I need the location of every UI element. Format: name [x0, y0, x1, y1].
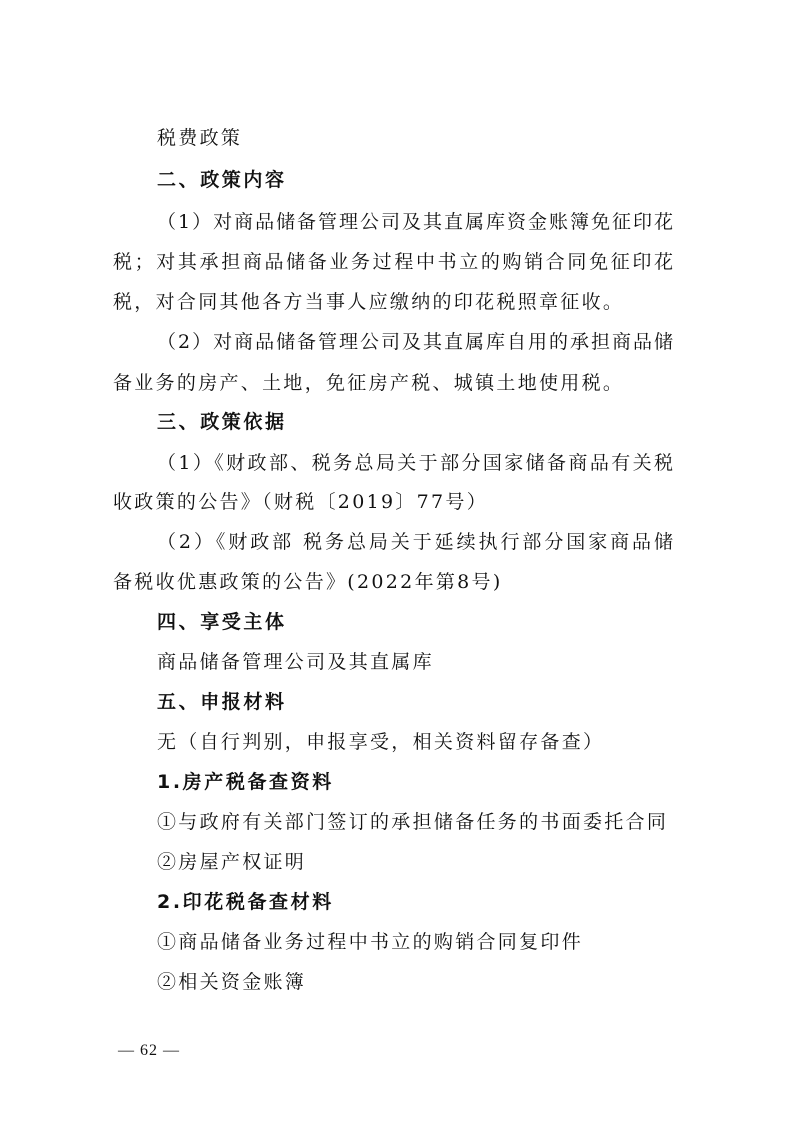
- text-line: 税费政策: [157, 127, 243, 149]
- paragraph-line: 收政策的公告》（财税〔2019〕77号）: [113, 491, 489, 513]
- section-heading-policy-basis: 三、政策依据: [157, 411, 287, 433]
- page-number: — 62 —: [118, 1042, 180, 1059]
- paragraph-line: 备业务的房产、土地，免征房产税、城镇土地使用税。: [113, 372, 625, 394]
- section-heading-beneficiary: 四、享受主体: [157, 611, 287, 633]
- list-item: ②相关资金账簿: [157, 971, 307, 993]
- paragraph-line: （1）《财政部、税务总局关于部分国家储备商品有关税: [157, 452, 673, 474]
- list-item: ①与政府有关部门签订的承担储备任务的书面委托合同: [157, 811, 669, 833]
- paragraph-line: 税；对其承担商品储备业务过程中书立的购销合同免征印花: [113, 251, 673, 273]
- paragraph-line: （2）对商品储备管理公司及其直属库自用的承担商品储: [157, 331, 673, 353]
- subheading-stamp-tax-records: 2.印花税备查材料: [157, 891, 334, 913]
- paragraph-line: （1）对商品储备管理公司及其直属库资金账簿免征印花: [157, 211, 673, 233]
- paragraph-line: 商品储备管理公司及其直属库: [157, 651, 434, 673]
- list-item: ②房屋产权证明: [157, 851, 307, 873]
- section-heading-filing-materials: 五、申报材料: [157, 691, 287, 713]
- paragraph-line: 备税收优惠政策的公告》(2022年第8号): [113, 571, 503, 593]
- section-heading-policy-content: 二、政策内容: [157, 169, 287, 191]
- paragraph-line: 税，对合同其他各方当事人应缴纳的印花税照章征收。: [113, 291, 625, 313]
- paragraph-line: （2）《财政部 税务总局关于延续执行部分国家商品储: [157, 531, 673, 553]
- list-item: ①商品储备业务过程中书立的购销合同复印件: [157, 931, 584, 953]
- paragraph-line: 无（自行判别，申报享受，相关资料留存备查）: [157, 731, 605, 753]
- subheading-property-tax-records: 1.房产税备查资料: [157, 771, 334, 793]
